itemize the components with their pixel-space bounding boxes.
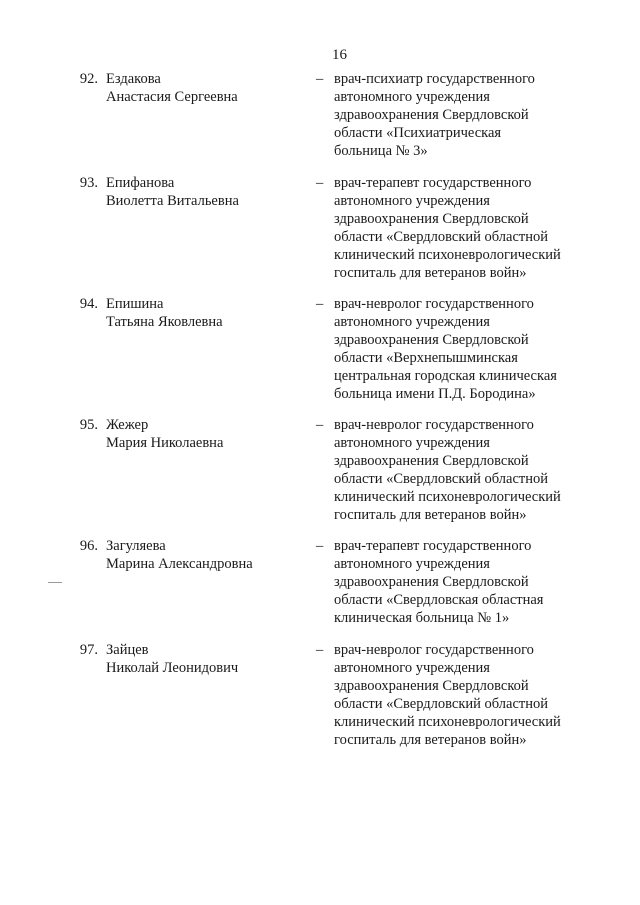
page-number: 16 — [332, 47, 347, 63]
desc-line: госпиталь для ветеранов войн» — [334, 265, 527, 281]
desc-line: врач-терапевт государственного — [334, 175, 532, 191]
position-description — [334, 295, 557, 403]
given-names: Татьяна Яковлевна — [106, 314, 223, 330]
entry-number: 93. — [79, 175, 98, 191]
desc-line: автономного учреждения — [334, 556, 490, 572]
desc-line: врач-невролог государственного — [334, 417, 534, 433]
given-names: Марина Александровна — [106, 556, 253, 572]
desc-line: госпиталь для ветеранов войн» — [334, 507, 527, 523]
person-name — [106, 70, 238, 106]
dash: – — [316, 71, 324, 87]
desc-line: области «Верхнепышминская — [334, 350, 518, 366]
dash: – — [316, 538, 324, 554]
desc-line: здравоохранения Свердловской — [334, 574, 529, 590]
desc-line: врач-психиатр государственного — [334, 71, 535, 87]
desc-line: госпиталь для ветеранов войн» — [334, 732, 527, 748]
desc-line: здравоохранения Свердловской — [334, 107, 529, 123]
entry-number: 94. — [79, 296, 98, 312]
given-names: Мария Николаевна — [106, 435, 224, 451]
entry-number: 96. — [79, 538, 98, 554]
desc-line: автономного учреждения — [334, 314, 490, 330]
surname: Епифанова — [106, 175, 175, 191]
desc-line: врач-невролог государственного — [334, 642, 534, 658]
person-name — [106, 537, 253, 573]
desc-line: области «Свердловский областной — [334, 471, 549, 487]
desc-line: здравоохранения Свердловской — [334, 678, 529, 694]
desc-line: здравоохранения Свердловской — [334, 211, 529, 227]
margin-mark — [48, 582, 62, 583]
desc-line: клиническая больница № 1» — [334, 610, 510, 626]
desc-line: автономного учреждения — [334, 660, 490, 676]
desc-line: области «Свердловская областная — [334, 592, 544, 608]
position-description — [334, 70, 535, 160]
surname: Ездакова — [106, 71, 161, 87]
position-description — [334, 641, 561, 749]
dash: – — [316, 175, 324, 191]
desc-line: больница имени П.Д. Бородина» — [334, 386, 536, 402]
entry-number: 95. — [79, 417, 98, 433]
dash: – — [316, 296, 324, 312]
desc-line: здравоохранения Свердловской — [334, 332, 529, 348]
person-name — [106, 295, 223, 331]
dash: – — [316, 417, 324, 433]
given-names: Виолетта Витальевна — [106, 193, 239, 209]
desc-line: здравоохранения Свердловской — [334, 453, 529, 469]
desc-line: клинический психоневрологический — [334, 247, 561, 263]
surname: Зайцев — [106, 642, 149, 658]
entry-number: 92. — [79, 71, 98, 87]
desc-line: клинический психоневрологический — [334, 714, 561, 730]
person-name — [106, 174, 239, 210]
desc-line: центральная городская клиническая — [334, 368, 557, 384]
desc-line: автономного учреждения — [334, 193, 490, 209]
person-name — [106, 416, 223, 452]
position-description — [334, 537, 543, 627]
desc-line: клинический психоневрологический — [334, 489, 561, 505]
surname: Загуляева — [106, 538, 166, 554]
desc-line: области «Свердловский областной — [334, 229, 549, 245]
surname: Епишина — [106, 296, 164, 312]
person-name — [106, 641, 238, 677]
entry-number: 97. — [79, 642, 98, 658]
desc-line: автономного учреждения — [334, 89, 490, 105]
surname: Жежер — [106, 417, 149, 433]
desc-line: области «Психиатрическая — [334, 125, 502, 141]
desc-line: области «Свердловский областной — [334, 696, 549, 712]
given-names: Анастасия Сергеевна — [106, 89, 238, 105]
desc-line: автономного учреждения — [334, 435, 490, 451]
position-description — [334, 416, 561, 524]
given-names: Николай Леонидович — [106, 660, 239, 676]
desc-line: врач-невролог государственного — [334, 296, 534, 312]
position-description — [334, 174, 561, 282]
desc-line: больница № 3» — [334, 143, 428, 159]
dash: – — [316, 642, 324, 658]
desc-line: врач-терапевт государственного — [334, 538, 532, 554]
